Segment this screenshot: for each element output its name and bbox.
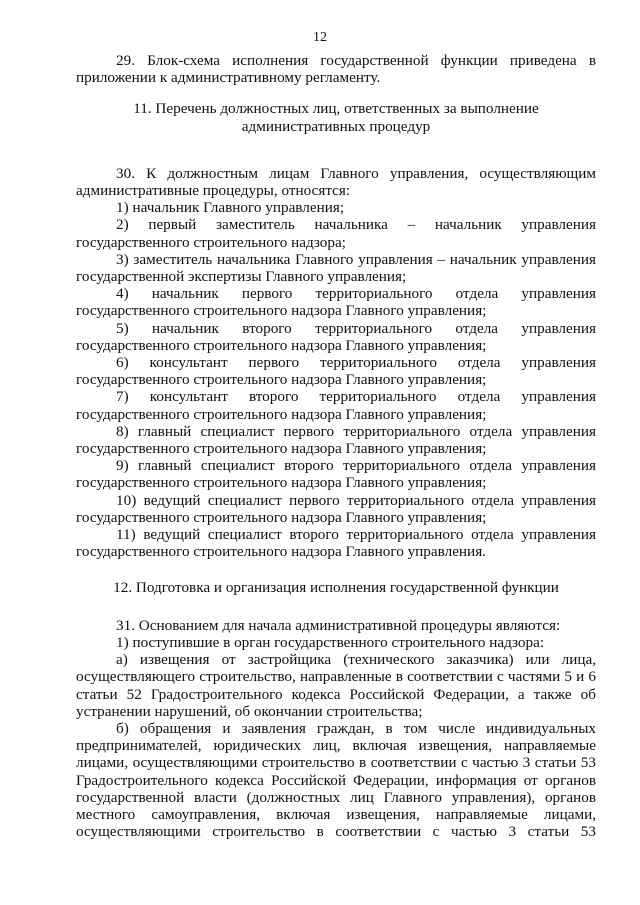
list-item-continuation: государственного строительного надзора Главного управления;: [76, 474, 487, 492]
section-11-heading-line-1: 11. Перечень должностных лиц, ответственных за выполнение: [133, 100, 539, 118]
list-item: 6) консультант первого территориального отдела управления: [116, 354, 596, 372]
paragraph-29-line-2: приложении к административному регламенту.: [76, 69, 381, 87]
page-number: 12: [313, 30, 327, 45]
paragraph-29-line-1: 29. Блок-схема исполнения государственной функции приведена в: [116, 52, 596, 69]
subparagraph-b-line: б) обращения и заявления граждан, в том числе индивидуальных: [116, 719, 596, 737]
document-body: [76, 52, 596, 840]
list-item-continuation: государственного строительного надзора;: [76, 233, 346, 251]
paragraph-30-line-2: административные процедуры, относятся:: [76, 182, 351, 200]
list-item-continuation: государственного строительного надзора Главного управления.: [76, 543, 486, 561]
list-item: 2) первый заместитель начальника – начальник управления: [116, 216, 596, 234]
officials-list: [76, 199, 596, 560]
list-item-continuation: государственного строительного надзора Главного управления;: [76, 371, 487, 389]
subparagraph-b-line: местного самоуправления, включая извещения, направляемые лицами,: [76, 805, 596, 823]
list-item: 9) главный специалист второго территориального отдела управления: [116, 457, 596, 475]
subparagraph-a-line: а) извещения от застройщика (технического заказчика) или лица,: [116, 651, 596, 669]
list-item-continuation: государственного строительного надзора Главного управления;: [76, 302, 487, 320]
list-item: 8) главный специалист первого территориального отдела управления: [116, 422, 596, 440]
list-item-continuation: государственного строительного надзора Главного управления;: [76, 336, 487, 354]
paragraph-30-line-1: 30. К должностным лицам Главного управления, осуществляющим: [116, 164, 596, 182]
subparagraph-b-line: Градостроительного кодекса Российской Федерации, информация от органов: [76, 771, 596, 789]
list-item: 4) начальник первого территориального отдела управления: [116, 285, 596, 303]
list-item-continuation: государственного строительного надзора Главного управления;: [76, 508, 487, 526]
list-item-continuation: государственного строительного надзора Главного управления;: [76, 405, 487, 423]
subparagraph-b-line: осуществляющими строительство в соответствии с частью 3 статьи 53: [76, 823, 596, 841]
section-12-heading: 12. Подготовка и организация исполнения государственной функции: [113, 579, 559, 597]
list-item-continuation: государственного строительного надзора Главного управления;: [76, 440, 487, 458]
subparagraph-a-line: устранении нарушений, об окончании строительства;: [76, 702, 423, 720]
section-11-heading-line-2: административных процедур: [241, 117, 431, 135]
list-item-continuation: государственной экспертизы Главного управления;: [76, 268, 407, 286]
subparagraph-b-line: предпринимателей, юридических лиц, включая извещения, направляемые: [76, 737, 596, 755]
subparagraph-a-line: статьи 52 Градостроительного кодекса Российской Федерации, а также об: [76, 685, 596, 703]
paragraph-31-line-2: 1) поступившие в орган государственного строительного надзора:: [116, 633, 545, 651]
list-item: 7) консультант второго территориального отдела управления: [116, 388, 596, 406]
subparagraph-b-line: лицами, осуществляющими строительство в соответствии с частью 3 статьи 53: [76, 754, 596, 772]
paragraph-31-line-1: 31. Основанием для начала административной процедуры являются:: [116, 616, 561, 634]
list-item: 5) начальник второго территориального отдела управления: [116, 319, 596, 337]
subparagraph-b-line: государственной власти (должностных лиц Главного управления), органов: [76, 788, 596, 806]
list-item: 10) ведущий специалист первого территориального отдела управления: [116, 491, 596, 509]
list-item: 1) начальник Главного управления;: [116, 199, 345, 217]
subparagraph-a-line: осуществляющего строительство, направленные в соответствии с частями 5 и 6: [76, 668, 596, 686]
list-item: 11) ведущий специалист второго территориального отдела управления: [116, 526, 596, 544]
list-item: 3) заместитель начальника Главного управления – начальник управления: [116, 250, 596, 268]
